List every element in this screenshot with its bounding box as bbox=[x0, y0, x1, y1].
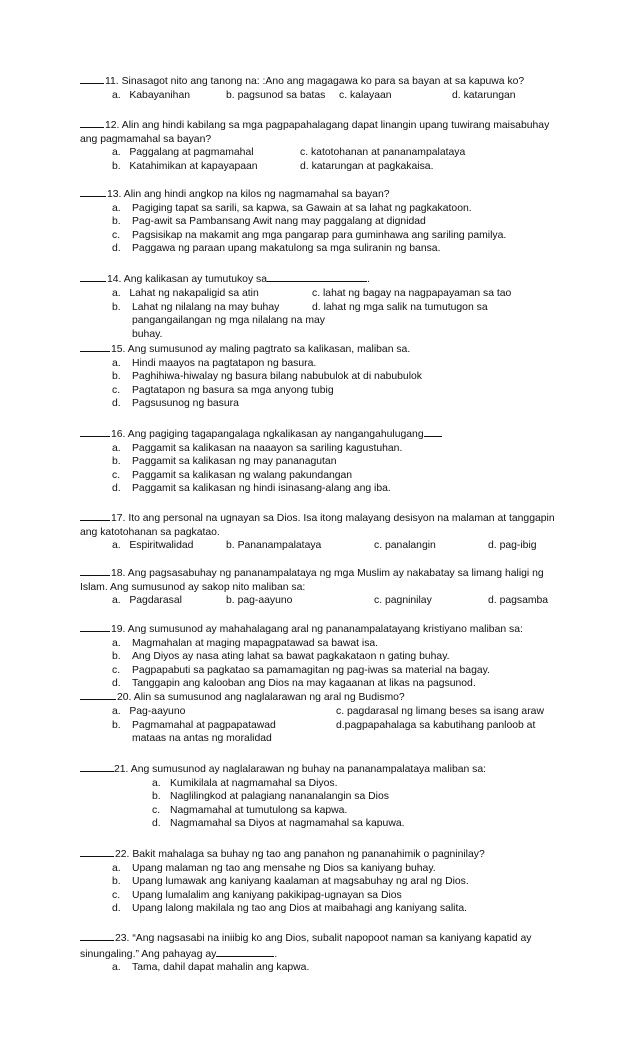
question-18 bbox=[80, 565, 562, 608]
option-d[interactable]: d. Paggawa ng paraan upang makatulong sa mga suliranin ng bansa. bbox=[112, 243, 441, 255]
option-d[interactable]: d. Paggamit sa kalikasan ng hindi isinasang-alang ang iba. bbox=[112, 483, 391, 495]
question-22 bbox=[80, 846, 562, 916]
question-stem: 14. Ang kalikasan ay tumutukoy sa . bbox=[80, 271, 562, 287]
fill-in-blank[interactable] bbox=[267, 271, 367, 282]
options-row bbox=[80, 146, 562, 160]
option-a[interactable]: a. Kabayanihan bbox=[112, 89, 191, 101]
option-d[interactable]: d. katarungan at pagkakaisa. bbox=[300, 161, 434, 173]
question-17 bbox=[80, 510, 562, 553]
option-b[interactable]: b. Lahat ng nilalang na may buhay pangangailangan ng mga nilalang na may buhay. bbox=[112, 301, 325, 340]
fill-in-blank[interactable] bbox=[216, 946, 274, 957]
option-c[interactable]: c. pagninilay bbox=[374, 595, 432, 607]
option-a[interactable]: a. Pagiging tapat sa sarili, sa kapwa, sa Gawain at sa lahat ng pagkakatoon. bbox=[112, 202, 472, 214]
option-c[interactable]: c. panalangin bbox=[374, 540, 436, 552]
option-a[interactable]: a. Pag-aayuno bbox=[112, 705, 186, 717]
question-stem: 11. Sinasagot nito ang tanong na: :Ano ang magagawa ko para sa bayan at sa kapuwa ko? bbox=[80, 73, 562, 89]
fill-in-blank[interactable] bbox=[424, 426, 442, 437]
question-stem: 23. “Ang nagsasabi na iniibig ko ang Dios, subalit napopoot naman sa kaniyang kapatid ay sinungaling.” Ang pahayag ay . bbox=[80, 930, 562, 961]
option-a[interactable]: a. Paggamit sa kalikasan na naaayon sa sariling kagustuhan. bbox=[112, 442, 403, 454]
option-b[interactable]: b. Paghihiwa-hiwalay ng basura bilang nabubulok at di nabubulok bbox=[112, 371, 422, 383]
option-b[interactable]: b. pagsunod sa batas bbox=[226, 89, 326, 101]
question-15 bbox=[80, 341, 562, 411]
options-row bbox=[80, 539, 562, 553]
answer-blank[interactable] bbox=[80, 689, 116, 700]
answer-blank[interactable] bbox=[80, 846, 114, 857]
options-row bbox=[80, 89, 562, 103]
option-b[interactable]: b. Katahimikan at kapayapaan bbox=[112, 161, 258, 173]
answer-blank[interactable] bbox=[80, 271, 106, 282]
option-a[interactable]: a. Kumikilala at nagmamahal sa Diyos. bbox=[152, 777, 338, 789]
answer-blank[interactable] bbox=[80, 510, 110, 521]
option-c[interactable]: c. pagdarasal ng limang beses sa isang araw bbox=[336, 705, 544, 717]
option-a[interactable]: a. Paggalang at pagmamahal bbox=[112, 147, 254, 159]
question-stem: 20. Alin sa sumusunod ang naglalarawan ng aral ng Budismo? bbox=[80, 689, 562, 705]
option-a[interactable]: a. Lahat ng nakapaligid sa atin bbox=[112, 287, 259, 299]
question-19 bbox=[80, 621, 562, 691]
question-stem: 18. Ang pagsasabuhay ng pananampalataya ng mga Muslim ay nakabatay sa limang haligi ng Islam. Ang sumusunod ay sakop nito maliban sa: bbox=[80, 565, 562, 594]
options-row bbox=[80, 594, 562, 608]
answer-blank[interactable] bbox=[80, 186, 106, 197]
answer-blank[interactable] bbox=[80, 565, 110, 576]
option-b[interactable]: b. Paggamit sa kalikasan ng may pananagutan bbox=[112, 456, 337, 468]
question-stem: 15. Ang sumusunod ay maling pagtrato sa kalikasan, maliban sa. bbox=[80, 341, 562, 357]
option-a[interactable]: a. Magmahalan at maging mapagpatawad sa bawat isa. bbox=[112, 637, 379, 649]
options-row bbox=[80, 705, 562, 719]
option-c[interactable]: c. Upang lumalalim ang kaniyang pakikipag-ugnayan sa Dios bbox=[112, 889, 402, 901]
answer-blank[interactable] bbox=[80, 341, 110, 352]
option-a[interactable]: a. Hindi maayos na pagtatapon ng basura. bbox=[112, 357, 317, 369]
question-stem: 19. Ang sumusunod ay mahahalagang aral ng pananampalatayang kristiyano maliban sa: bbox=[80, 621, 562, 637]
option-c[interactable]: c. Pagpapabuti sa pagkatao sa pamamagitan ng pag-iwas sa material na bagay. bbox=[112, 664, 490, 676]
option-c[interactable]: c. Pagsisikap na makamit ang mga pangarap para guminhawa ang sariling pamilya. bbox=[112, 229, 507, 241]
option-d[interactable]: d. pag-ibig bbox=[488, 540, 537, 552]
question-13 bbox=[80, 186, 562, 256]
option-d[interactable]: d. Nagmamahal sa Diyos at nagmamahal sa kapuwa. bbox=[152, 818, 405, 830]
option-b[interactable]: b. Pag-awit sa Pambansang Awit nang may paggalang at dignidad bbox=[112, 216, 426, 228]
option-c[interactable]: c. kalayaan bbox=[339, 89, 392, 101]
answer-blank[interactable] bbox=[80, 426, 110, 437]
option-d[interactable]: d. katarungan bbox=[452, 89, 516, 101]
option-a[interactable]: a. Pagdarasal bbox=[112, 595, 182, 607]
options-row bbox=[80, 719, 562, 746]
option-b[interactable]: b. pag-aayuno bbox=[226, 595, 293, 607]
option-b[interactable]: b. Naglilingkod at palagiang nananalangin sa Dios bbox=[152, 791, 389, 803]
options-row bbox=[80, 287, 562, 301]
option-d[interactable]: d. lahat ng mga salik na tumutugon sa bbox=[312, 301, 488, 313]
option-d[interactable]: d.pagpapahalaga sa kabutihang panloob at bbox=[336, 719, 536, 731]
option-d[interactable]: d. Upang lalong makilala ng tao ang Dios at maibahagi ang kaniyang salita. bbox=[112, 903, 468, 915]
question-stem: 21. Ang sumusunod ay naglalarawan ng buhay na pananampalataya maliban sa: bbox=[80, 761, 562, 777]
question-20 bbox=[80, 689, 562, 746]
answer-blank[interactable] bbox=[80, 117, 104, 128]
option-d[interactable]: d. Tanggapin ang kalooban ang Dios na may kagaanan at likas na pagsunod. bbox=[112, 678, 476, 690]
question-stem: 12. Alin ang hindi kabilang sa mga pagpapahalagang dapat linangin upang tuwirang maisabuhay ang pagmamahal sa bayan? bbox=[80, 117, 562, 146]
question-stem: 13. Alin ang hindi angkop na kilos ng nagmamahal sa bayan? bbox=[80, 186, 562, 202]
option-c[interactable]: c. Paggamit sa kalikasan ng walang pakundangan bbox=[112, 469, 353, 481]
question-stem: 17. Ito ang personal na ugnayan sa Dios. Isa itong malayang desisyon na malaman at tanggapin ang katotohanan sa pagkatao. bbox=[80, 510, 562, 539]
question-12 bbox=[80, 117, 562, 174]
answer-blank[interactable] bbox=[80, 73, 104, 84]
option-d[interactable]: d. pagsamba bbox=[488, 595, 549, 607]
option-c[interactable]: c. lahat ng bagay na nagpapayaman sa tao bbox=[312, 287, 512, 299]
question-21 bbox=[80, 761, 562, 831]
option-c[interactable]: c. Pagtatapon ng basura sa mga anyong tubig bbox=[112, 384, 334, 396]
question-stem: 16. Ang pagiging tagapangalaga ngkalikasan ay nangangahulugang bbox=[80, 426, 562, 442]
option-d[interactable]: d. Pagsusunog ng basura bbox=[112, 398, 239, 410]
option-b[interactable]: b. Upang lumawak ang kaniyang kaalaman at magsabuhay ng aral ng Dios. bbox=[112, 876, 469, 888]
question-11 bbox=[80, 73, 562, 103]
option-a[interactable]: a. Tama, dahil dapat mahalin ang kapwa. bbox=[112, 962, 310, 974]
question-23 bbox=[80, 930, 562, 975]
options-row bbox=[80, 160, 562, 174]
answer-blank[interactable] bbox=[80, 761, 114, 772]
question-14 bbox=[80, 271, 562, 341]
question-stem: 22. Bakit mahalaga sa buhay ng tao ang panahon ng pananahimik o pagninilay? bbox=[80, 846, 562, 862]
option-a[interactable]: a. Upang malaman ng tao ang mensahe ng Dios sa kaniyang buhay. bbox=[112, 862, 436, 874]
option-b[interactable]: b. Pananampalataya bbox=[226, 540, 322, 552]
option-a[interactable]: a. Espiritwalidad bbox=[112, 540, 194, 552]
option-b[interactable]: b. Ang Diyos ay nasa ating lahat sa bawat pagkakataon n gating buhay. bbox=[112, 651, 450, 663]
options-row bbox=[80, 301, 562, 342]
answer-blank[interactable] bbox=[80, 621, 110, 632]
option-c[interactable]: c. katotohanan at pananampalataya bbox=[300, 147, 466, 159]
question-16 bbox=[80, 426, 562, 496]
option-b[interactable]: b. Pagmamahal at pagpapatawad mataas na antas ng moralidad bbox=[112, 719, 276, 745]
option-c[interactable]: c. Nagmamahal at tumutulong sa kapwa. bbox=[152, 804, 348, 816]
answer-blank[interactable] bbox=[80, 930, 114, 941]
